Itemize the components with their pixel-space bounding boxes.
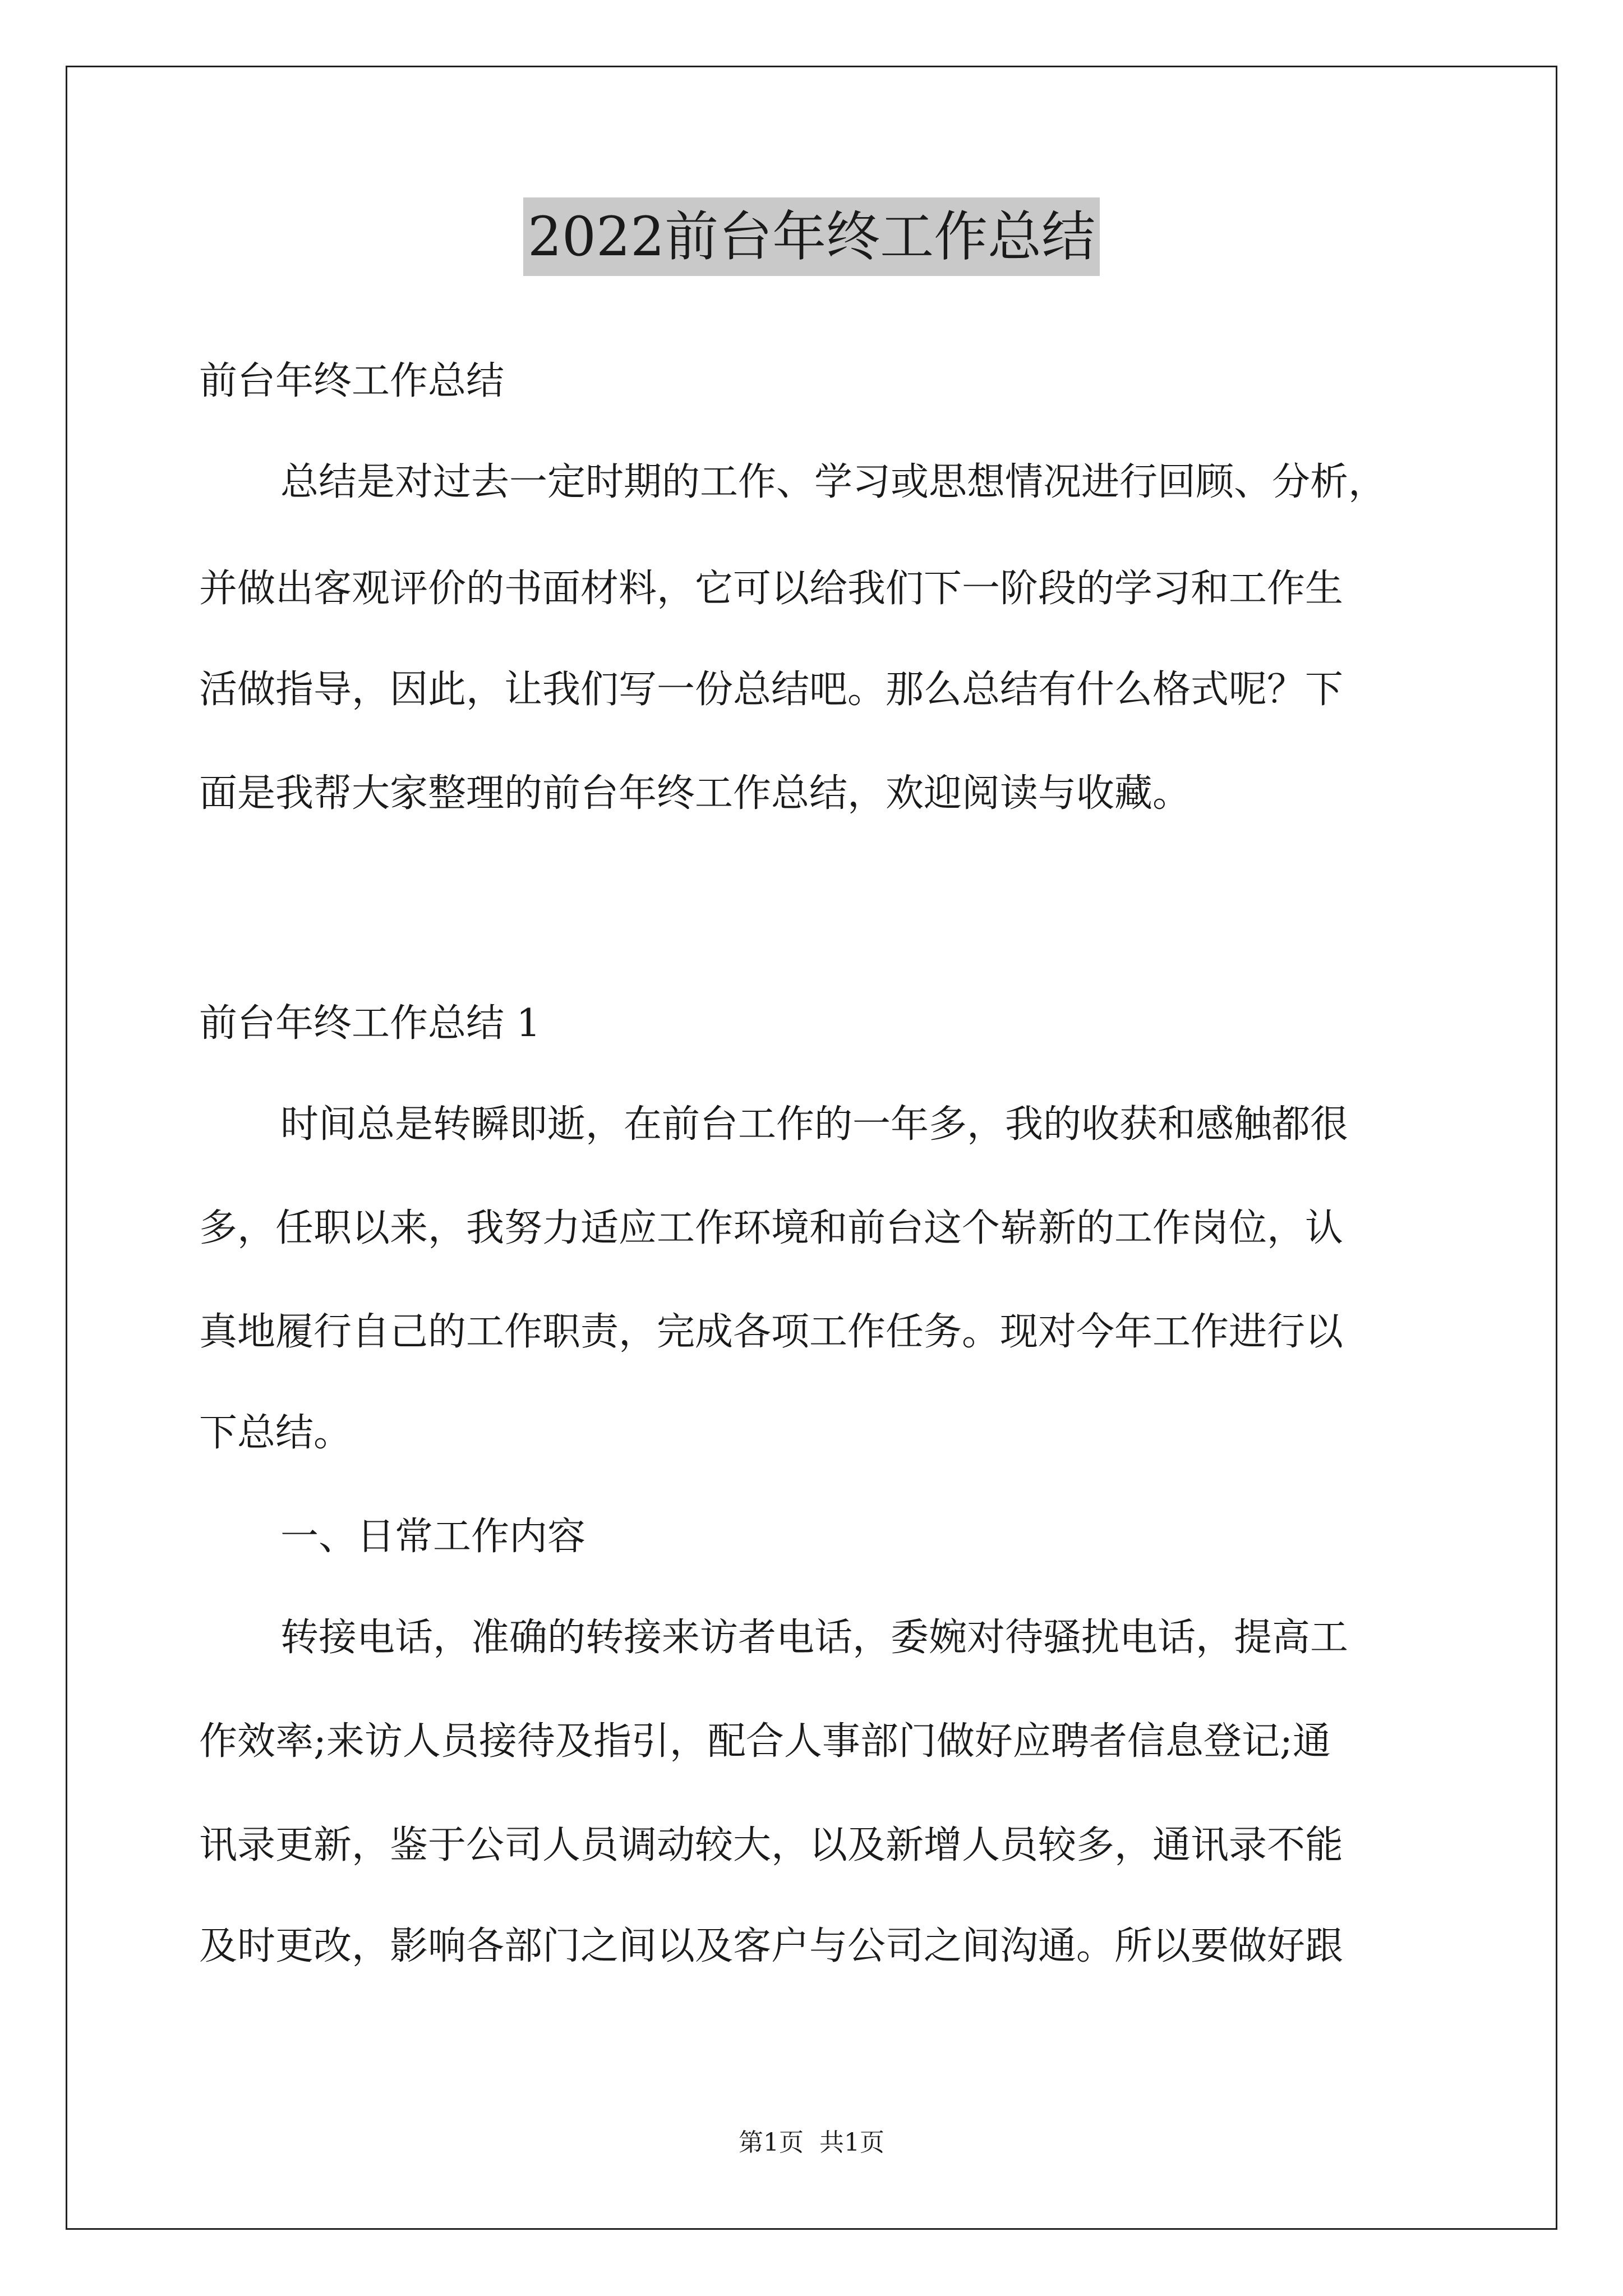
- body-line-6: 作效率;来访人员接待及指引，配合人事部门做好应聘者信息登记;通: [199, 1719, 1331, 1764]
- subtitle-line: 前台年终工作总结: [199, 359, 505, 403]
- page-footer: [0, 2126, 1623, 2160]
- intro-line-2: 并做出客观评价的书面材料，它可以给我们下一阶段的学习和工作生: [199, 567, 1344, 611]
- body-line-3: 真地履行自己的工作职责，完成各项工作任务。现对今年工作进行以: [199, 1310, 1344, 1354]
- body-line-1: 时间总是转瞬即逝，在前台工作的一年多，我的收获和感触都很: [280, 1102, 1349, 1147]
- body-line-4: 下总结。: [199, 1411, 352, 1455]
- subheading-daily-work: 一、日常工作内容: [280, 1515, 586, 1559]
- intro-line-1: 总结是对过去一定时期的工作、学习或思想情况进行回顾、分析，: [280, 460, 1387, 504]
- body-line-5: 转接电话，准确的转接来访者电话，委婉对待骚扰电话，提高工: [280, 1616, 1349, 1660]
- body-line-8: 及时更改，影响各部门之间以及客户与公司之间沟通。所以要做好跟: [199, 1924, 1344, 1968]
- body-line-7: 讯录更新，鉴于公司人员调动较大，以及新增人员较多，通讯录不能: [199, 1823, 1344, 1867]
- intro-line-3: 活做指导，因此，让我们写一份总结吧。那么总结有什么格式呢？下: [199, 668, 1344, 712]
- page-number: 第1页: [739, 2128, 804, 2157]
- document-title-text: 2022前台年终工作总结: [523, 197, 1100, 276]
- document-title: [0, 197, 1623, 276]
- body-line-2: 多，任职以来，我努力适应工作环境和前台这个崭新的工作岗位，认: [199, 1206, 1344, 1250]
- page-total: 共1页: [819, 2128, 884, 2157]
- section-heading-1: 前台年终工作总结 1: [199, 1001, 541, 1046]
- intro-line-4: 面是我帮大家整理的前台年终工作总结，欢迎阅读与收藏。: [199, 771, 1191, 816]
